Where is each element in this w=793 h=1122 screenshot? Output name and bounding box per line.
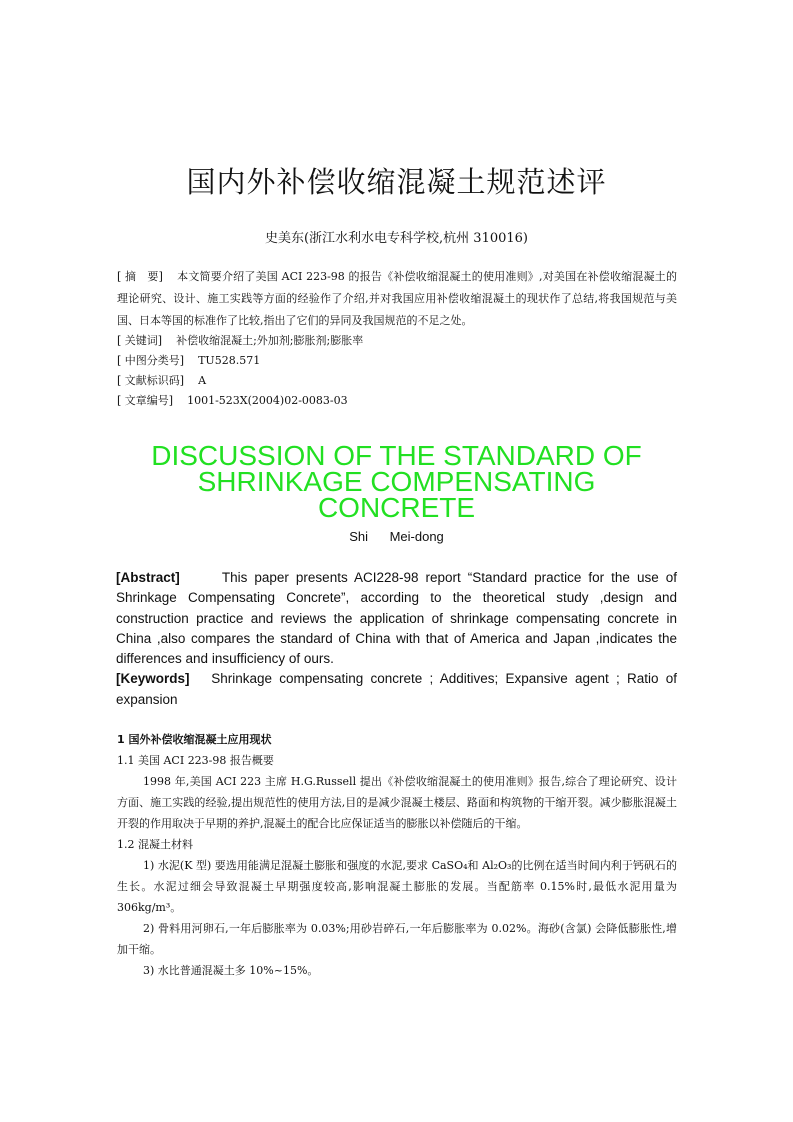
english-title-line: DISCUSSION OF THE STANDARD OF: [151, 440, 642, 471]
clc-number: [117, 352, 260, 368]
chinese-abstract-label: [ 摘 要]: [117, 270, 163, 283]
clc-value: TU528.571: [198, 354, 261, 367]
chinese-abstract: [117, 266, 677, 332]
chinese-keywords-label: [ 关键词]: [117, 334, 163, 347]
english-keywords-text: Shrinkage compensating concrete ; Additives; Expansive agent ; Ratio of expansion: [116, 671, 677, 707]
english-title: [100, 440, 693, 523]
list-item-aggregate: 2) 骨料用河卵石,一年后膨胀率为 0.03%;用砂岩碎石,一年后膨胀率为 0.02%。海砂(含氯) 会降低膨胀性,增加干缩。: [117, 922, 677, 956]
english-abstract: [116, 568, 677, 710]
chinese-keywords: [117, 332, 363, 348]
article-number: [117, 392, 348, 408]
subsection-1-2-heading: 1.2 混凝土材料: [117, 838, 193, 851]
subsection-1-1-paragraph: 1998 年,美国 ACI 223 主席 H.G.Russell 提出《补偿收缩混凝土的使用准则》报告,综合了理论研究、设计方面、施工实践的经验,提出规范性的使用方法,目的是减少混凝土楼层、路面和构筑物的干缩开裂。减少膨胀混凝土开裂的作用取决于早期的养护,混凝土的配合比应保证适当的膨胀以补偿随后的干缩。: [117, 775, 677, 830]
section-1-heading: 1 国外补偿收缩混凝土应用现状: [117, 733, 272, 746]
chinese-author-affiliation: 史美东(浙江水利水电专科学校,杭州 310016): [264, 231, 529, 246]
english-abstract-label: [Abstract]: [116, 570, 180, 585]
english-abstract-text: This paper presents ACI228-98 report “Standard practice for the use of Shrinkage Compensating Concrete”, according to the theoretical study ,design and construction practice and reviews the application of shrinkage compensating concrete in China ,also compares the standard of China with that of America and Japan ,indicates the differences and insufficiency of ours.: [116, 570, 677, 667]
english-title-line: SHRINKAGE COMPENSATING: [197, 466, 596, 497]
list-item-water: 3) 水比普通混凝土多 10%~15%。: [143, 964, 319, 977]
english-abstract-paragraph: [116, 568, 677, 669]
document-code-label: [ 文献标识码]: [117, 374, 185, 387]
english-author: Shi Mei-dong: [349, 529, 444, 544]
document-code: [117, 372, 206, 388]
chinese-title: 国内外补偿收缩混凝土规范述评: [186, 165, 607, 199]
chinese-keywords-text: 补偿收缩混凝土;外加剂;膨胀剂;膨胀率: [176, 334, 364, 347]
chinese-abstract-text: 本文简要介绍了美国 ACI 223-98 的报告《补偿收缩混凝土的使用准则》,对美国在补偿收缩混凝土的理论研究、设计、施工实践等方面的经验作了介绍,并对我国应用补偿收缩混凝土的现状作了总结,将我国规范与美国、日本等国的标准作了比较,指出了它们的异同及我国规范的不足之处。: [117, 270, 677, 327]
english-keywords: [116, 669, 677, 710]
article-number-value: 1001-523X(2004)02-0083-03: [187, 394, 348, 407]
clc-label: [ 中图分类号]: [117, 354, 185, 367]
english-title-line: CONCRETE: [317, 492, 476, 523]
subsection-1-1-heading: 1.1 美国 ACI 223-98 报告概要: [117, 754, 274, 767]
english-keywords-label: [Keywords]: [116, 671, 190, 687]
document-code-value: A: [198, 374, 207, 387]
list-item-cement: 1) 水泥(K 型) 要选用能满足混凝土膨胀和强度的水泥,要求 CaSO₄和 Al₂O₃的比例在适当时间内利于钙矾石的生长。水泥过细会导致混凝土早期强度较高,影响混凝土膨胀的发展。当配筋率 0.15%时,最低水泥用量为 306kg/m³。: [117, 859, 677, 914]
section-1: [117, 729, 677, 981]
article-number-label: [ 文章编号]: [117, 394, 174, 407]
